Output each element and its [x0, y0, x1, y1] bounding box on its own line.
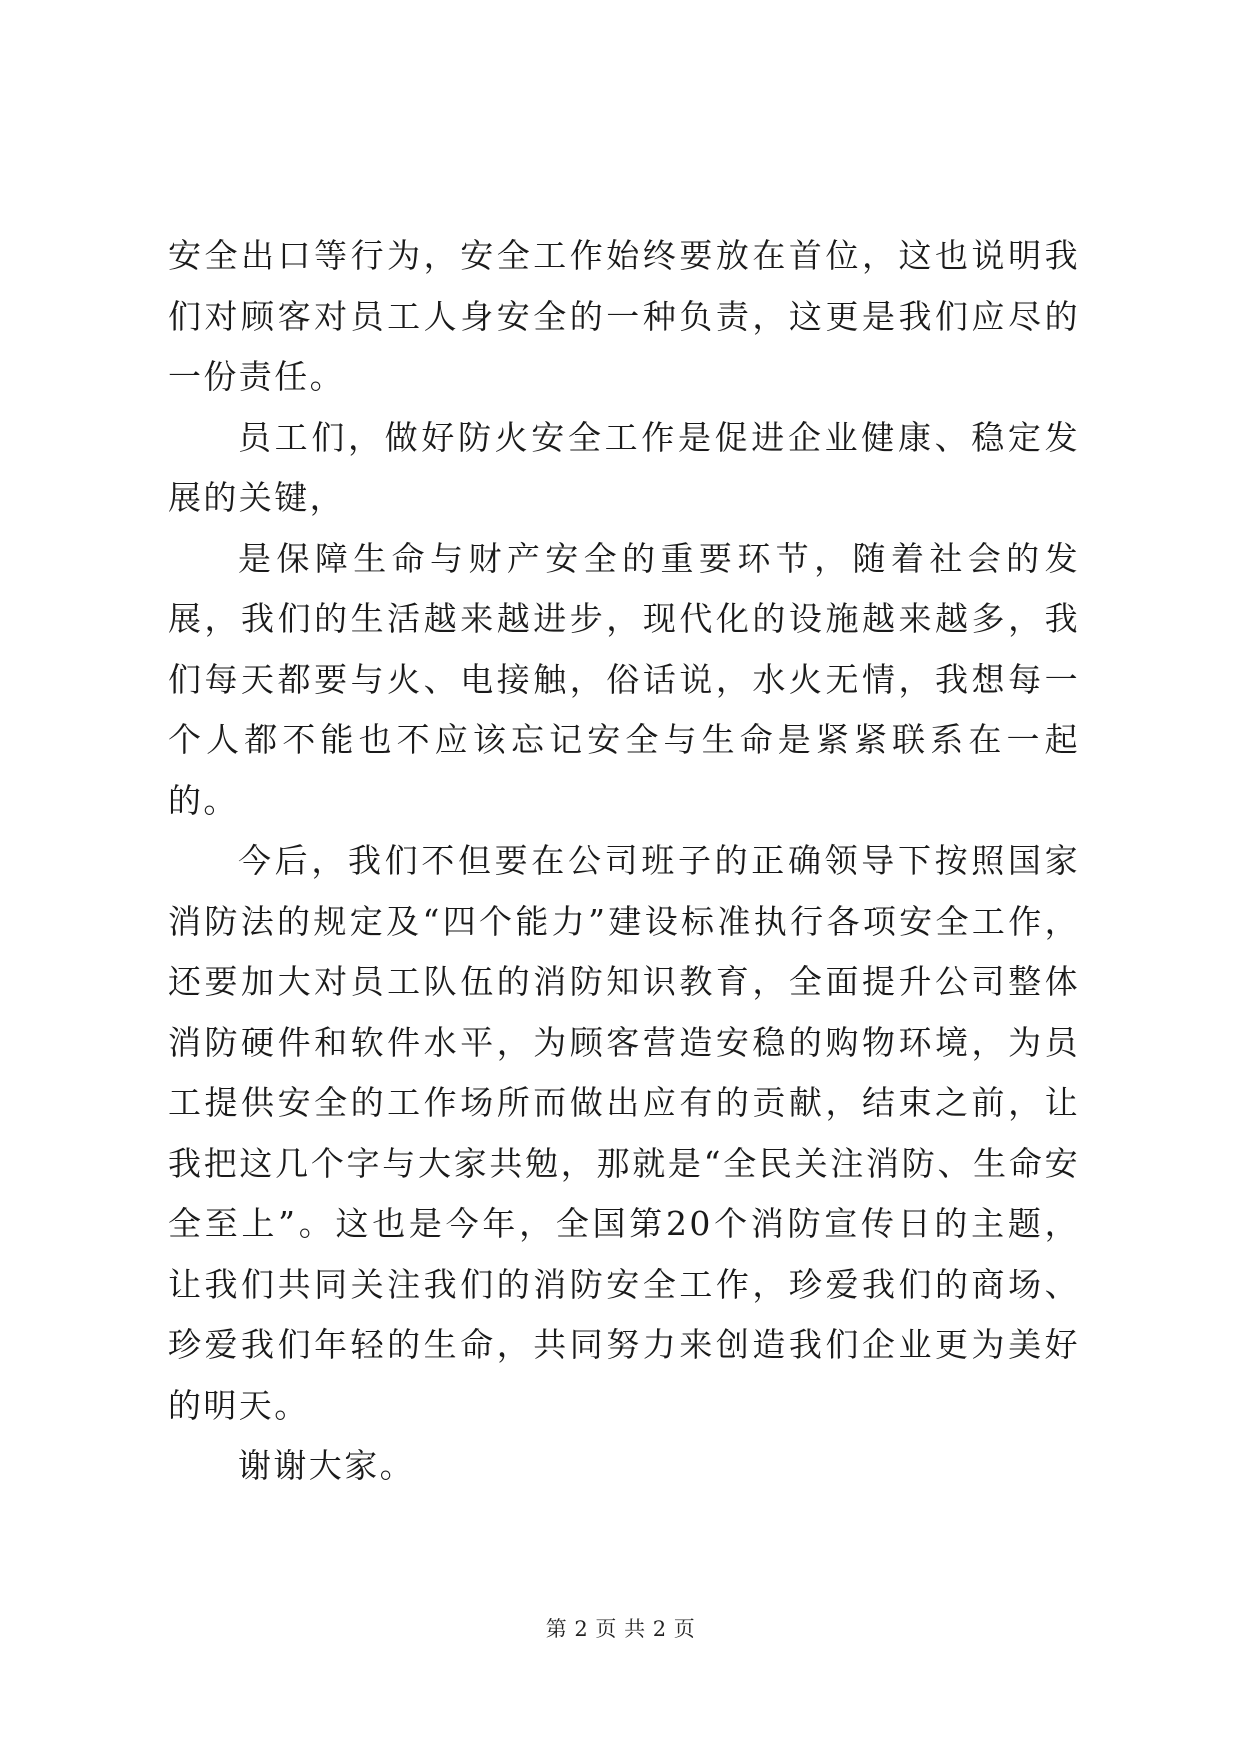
- paragraph-closing: 谢谢大家。: [238, 1446, 415, 1485]
- paragraph-future-work: 今后，我们不但要在公司班子的正确领导下按照国家消防法的规定及“四个能力”建设标准执行各项安全工作，还要加大对员工队伍的消防知识教育，全面提升公司整体消防硬件和软件水平，为顾客营造安稳的购物环境，为员工提供安全的工作场所而做出应有的贡献，结束之前，让我把这几个字与大家共勉，那就是“全民关注消防、生命安全至上”。这也是今年，全国第20个消防宣传日的主题，让我们共同关注我们的消防安全工作，珍爱我们的商场、珍爱我们年轻的生命，共同努力来创造我们企业更为美好的明天。: [168, 841, 1080, 1425]
- page-footer: [0, 1613, 1241, 1643]
- paragraph-employees: 员工们，做好防火安全工作是促进企业健康、稳定发展的关键，: [168, 417, 1080, 517]
- paragraph-safety-link: 是保障生命与财产安全的重要环节，随着社会的发展，我们的生活越来越进步，现代化的设施越来越多，我们每天都要与火、电接触，俗话说，水火无情，我想每一个人都不能也不应该忘记安全与生命是紧紧联系在一起的。: [168, 538, 1080, 820]
- paragraph-continuation: 安全出口等行为，安全工作始终要放在首位，这也说明我们对顾客对员工人身安全的一种负责，这更是我们应尽的一份责任。: [168, 236, 1080, 396]
- page-number: 第 2 页 共 2 页: [545, 1617, 696, 1641]
- document-body: [168, 226, 1080, 1497]
